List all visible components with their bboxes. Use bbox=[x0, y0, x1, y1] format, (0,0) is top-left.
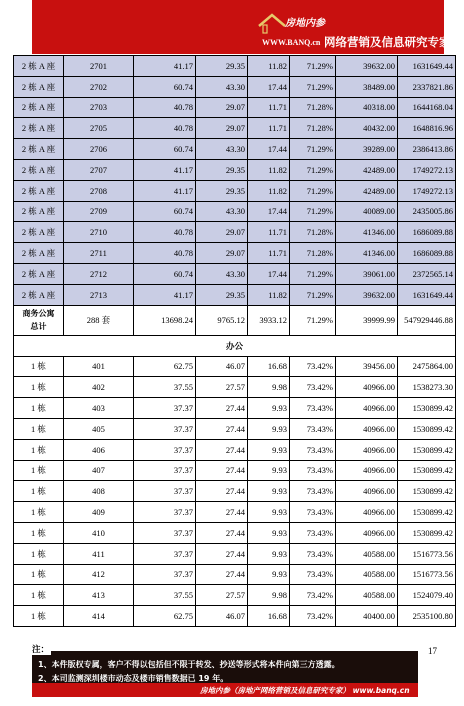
table-row bbox=[14, 118, 456, 139]
table-cell: 1530899.42 bbox=[398, 481, 456, 502]
table-cell: 37.37 bbox=[134, 522, 196, 543]
table-cell: 1 栋 bbox=[14, 439, 64, 460]
section-label: 办公 bbox=[14, 335, 456, 356]
table-cell: 1530899.42 bbox=[398, 460, 456, 481]
table-cell: 40318.00 bbox=[336, 97, 398, 118]
table-cell: 71.29% bbox=[290, 159, 336, 180]
table-cell: 71.29% bbox=[290, 201, 336, 222]
total-cell: 13698.24 bbox=[134, 305, 196, 335]
table-cell: 41.17 bbox=[134, 180, 196, 201]
table-cell: 40966.00 bbox=[336, 502, 398, 523]
table-cell: 2337821.86 bbox=[398, 76, 456, 97]
table-cell: 412 bbox=[64, 564, 134, 585]
table-cell: 9.93 bbox=[248, 502, 290, 523]
table-cell: 407 bbox=[64, 460, 134, 481]
table-cell: 40966.00 bbox=[336, 439, 398, 460]
table-row bbox=[14, 356, 456, 377]
table-cell: 43.30 bbox=[196, 139, 248, 160]
table-cell: 9.93 bbox=[248, 398, 290, 419]
table-cell: 71.29% bbox=[290, 139, 336, 160]
table-cell: 9.98 bbox=[248, 585, 290, 606]
table-cell: 27.44 bbox=[196, 418, 248, 439]
table-cell: 406 bbox=[64, 439, 134, 460]
table-cell: 1 栋 bbox=[14, 585, 64, 606]
table-cell: 40588.00 bbox=[336, 543, 398, 564]
total-cell: 71.29% bbox=[290, 305, 336, 335]
table-cell: 9.93 bbox=[248, 418, 290, 439]
table-cell: 1 栋 bbox=[14, 356, 64, 377]
table-cell: 37.55 bbox=[134, 377, 196, 398]
table-cell: 2703 bbox=[64, 97, 134, 118]
table-cell: 1686089.88 bbox=[398, 222, 456, 243]
note-line-2: 2、本司监测深圳楼市动态及楼市销售数据已 19 年。 bbox=[38, 674, 229, 683]
table-cell: 73.42% bbox=[290, 606, 336, 627]
table-cell: 37.37 bbox=[134, 439, 196, 460]
table-cell: 1 栋 bbox=[14, 460, 64, 481]
table-row bbox=[14, 180, 456, 201]
table-cell: 40966.00 bbox=[336, 398, 398, 419]
table-cell: 71.28% bbox=[290, 243, 336, 264]
table-row bbox=[14, 139, 456, 160]
table-cell: 1686089.88 bbox=[398, 243, 456, 264]
table-cell: 2708 bbox=[64, 180, 134, 201]
table-row bbox=[14, 564, 456, 585]
table-row bbox=[14, 377, 456, 398]
table-cell: 40966.00 bbox=[336, 377, 398, 398]
table-cell: 27.57 bbox=[196, 585, 248, 606]
table-cell: 39456.00 bbox=[336, 356, 398, 377]
table-cell: 42489.00 bbox=[336, 180, 398, 201]
table-cell: 40588.00 bbox=[336, 564, 398, 585]
table-cell: 40966.00 bbox=[336, 460, 398, 481]
table-cell: 41.17 bbox=[134, 56, 196, 77]
table-cell: 1648816.96 bbox=[398, 118, 456, 139]
table-cell: 16.68 bbox=[248, 606, 290, 627]
table-row bbox=[14, 97, 456, 118]
table-row bbox=[14, 201, 456, 222]
table-cell: 1 栋 bbox=[14, 543, 64, 564]
table-cell: 2386413.86 bbox=[398, 139, 456, 160]
table-cell: 2 栋 A 座 bbox=[14, 159, 64, 180]
section-row bbox=[14, 335, 456, 356]
table-cell: 40089.00 bbox=[336, 201, 398, 222]
table-cell: 73.43% bbox=[290, 522, 336, 543]
table-cell: 2705 bbox=[64, 118, 134, 139]
table-cell: 2701 bbox=[64, 56, 134, 77]
brand-title: 网络营销及信息研究专家 bbox=[324, 35, 451, 49]
table-cell: 410 bbox=[64, 522, 134, 543]
brand-name: 房地内参 bbox=[285, 18, 325, 29]
table-cell: 1530899.42 bbox=[398, 418, 456, 439]
table-cell: 37.37 bbox=[134, 398, 196, 419]
table-row bbox=[14, 243, 456, 264]
table-row bbox=[14, 543, 456, 564]
table-cell: 1530899.42 bbox=[398, 502, 456, 523]
table-cell: 11.71 bbox=[248, 97, 290, 118]
table-cell: 71.29% bbox=[290, 56, 336, 77]
table-cell: 41.17 bbox=[134, 284, 196, 305]
table-cell: 1 栋 bbox=[14, 522, 64, 543]
table-cell: 17.44 bbox=[248, 76, 290, 97]
total-label-line2: 总计 bbox=[30, 322, 47, 332]
table-cell: 1 栋 bbox=[14, 418, 64, 439]
table-cell: 37.37 bbox=[134, 460, 196, 481]
total-cell: 547929446.88 bbox=[398, 305, 456, 335]
table-row bbox=[14, 460, 456, 481]
table-row bbox=[14, 418, 456, 439]
table-cell: 414 bbox=[64, 606, 134, 627]
table-cell: 40.78 bbox=[134, 243, 196, 264]
table-cell: 2435005.86 bbox=[398, 201, 456, 222]
table-cell: 1516773.56 bbox=[398, 543, 456, 564]
table-cell: 62.75 bbox=[134, 356, 196, 377]
table-row bbox=[14, 263, 456, 284]
table-cell: 39061.00 bbox=[336, 263, 398, 284]
house-logo-icon bbox=[257, 12, 287, 36]
table-cell: 402 bbox=[64, 377, 134, 398]
table-cell: 43.30 bbox=[196, 76, 248, 97]
table-cell: 2 栋 A 座 bbox=[14, 56, 64, 77]
table-cell: 11.82 bbox=[248, 180, 290, 201]
table-cell: 2706 bbox=[64, 139, 134, 160]
table-cell: 1644168.04 bbox=[398, 97, 456, 118]
table-cell: 60.74 bbox=[134, 139, 196, 160]
total-cell: 3933.12 bbox=[248, 305, 290, 335]
table-cell: 9.93 bbox=[248, 564, 290, 585]
table-cell: 62.75 bbox=[134, 606, 196, 627]
table-cell: 41346.00 bbox=[336, 222, 398, 243]
table-cell: 2712 bbox=[64, 263, 134, 284]
table-row bbox=[14, 159, 456, 180]
table-cell: 60.74 bbox=[134, 263, 196, 284]
table-cell: 71.29% bbox=[290, 284, 336, 305]
table-cell: 11.82 bbox=[248, 159, 290, 180]
total-cell: 9765.12 bbox=[196, 305, 248, 335]
table-cell: 73.42% bbox=[290, 356, 336, 377]
table-cell: 9.93 bbox=[248, 481, 290, 502]
table-cell: 37.37 bbox=[134, 502, 196, 523]
table-row bbox=[14, 76, 456, 97]
table-cell: 1 栋 bbox=[14, 377, 64, 398]
table-cell: 41.17 bbox=[134, 159, 196, 180]
table-cell: 73.43% bbox=[290, 460, 336, 481]
table-cell: 40432.00 bbox=[336, 118, 398, 139]
table-cell: 39289.00 bbox=[336, 139, 398, 160]
table-row bbox=[14, 222, 456, 243]
table-cell: 11.71 bbox=[248, 222, 290, 243]
table-cell: 2707 bbox=[64, 159, 134, 180]
table-cell: 29.07 bbox=[196, 97, 248, 118]
table-cell: 29.07 bbox=[196, 118, 248, 139]
table-cell: 2475864.00 bbox=[398, 356, 456, 377]
table-cell: 9.93 bbox=[248, 439, 290, 460]
table-row bbox=[14, 522, 456, 543]
table-cell: 2702 bbox=[64, 76, 134, 97]
table-cell: 2 栋 A 座 bbox=[14, 243, 64, 264]
table-cell: 27.44 bbox=[196, 543, 248, 564]
table-cell: 27.44 bbox=[196, 439, 248, 460]
table-row bbox=[14, 606, 456, 627]
apartment-rows bbox=[14, 56, 456, 306]
table-cell: 39632.00 bbox=[336, 56, 398, 77]
table-cell: 40.78 bbox=[134, 118, 196, 139]
table-cell: 17.44 bbox=[248, 139, 290, 160]
table-cell: 9.93 bbox=[248, 543, 290, 564]
table-cell: 71.28% bbox=[290, 118, 336, 139]
office-rows bbox=[14, 356, 456, 626]
table-cell: 1631649.44 bbox=[398, 284, 456, 305]
table-cell: 1516773.56 bbox=[398, 564, 456, 585]
table-cell: 71.28% bbox=[290, 222, 336, 243]
table-cell: 71.29% bbox=[290, 76, 336, 97]
table-cell: 2 栋 A 座 bbox=[14, 118, 64, 139]
footer-text: 房地内参（房地产网络营销及信息研究专家） www.banq.cn bbox=[200, 686, 410, 695]
table-cell: 46.07 bbox=[196, 356, 248, 377]
table-cell: 2711 bbox=[64, 243, 134, 264]
table-cell: 1 栋 bbox=[14, 481, 64, 502]
brand-url: WWW.BANQ.cn bbox=[262, 38, 321, 47]
table-cell: 73.43% bbox=[290, 398, 336, 419]
table-cell: 2713 bbox=[64, 284, 134, 305]
total-cell: 39999.99 bbox=[336, 305, 398, 335]
table-cell: 16.68 bbox=[248, 356, 290, 377]
table-cell: 9.98 bbox=[248, 377, 290, 398]
table-cell: 2 栋 A 座 bbox=[14, 263, 64, 284]
table-cell: 37.37 bbox=[134, 418, 196, 439]
page-number: 17 bbox=[428, 646, 437, 656]
table-cell: 73.42% bbox=[290, 585, 336, 606]
table-cell: 60.74 bbox=[134, 76, 196, 97]
table-cell: 73.43% bbox=[290, 439, 336, 460]
table-row bbox=[14, 284, 456, 305]
table-cell: 71.29% bbox=[290, 263, 336, 284]
table-cell: 29.35 bbox=[196, 180, 248, 201]
table-cell: 43.30 bbox=[196, 201, 248, 222]
table-cell: 9.93 bbox=[248, 460, 290, 481]
table-cell: 73.43% bbox=[290, 481, 336, 502]
table-cell: 1538273.30 bbox=[398, 377, 456, 398]
table-cell: 2 栋 A 座 bbox=[14, 139, 64, 160]
table-cell: 40.78 bbox=[134, 97, 196, 118]
table-cell: 401 bbox=[64, 356, 134, 377]
table-cell: 40400.00 bbox=[336, 606, 398, 627]
table-cell: 2 栋 A 座 bbox=[14, 284, 64, 305]
table-cell: 1530899.42 bbox=[398, 522, 456, 543]
table-cell: 2709 bbox=[64, 201, 134, 222]
table-cell: 71.29% bbox=[290, 180, 336, 201]
table-cell: 73.43% bbox=[290, 543, 336, 564]
table-cell: 38489.00 bbox=[336, 76, 398, 97]
table-cell: 11.71 bbox=[248, 243, 290, 264]
table-cell: 1530899.42 bbox=[398, 439, 456, 460]
table-cell: 27.57 bbox=[196, 377, 248, 398]
total-row bbox=[14, 305, 456, 335]
table-cell: 403 bbox=[64, 398, 134, 419]
table-cell: 27.44 bbox=[196, 502, 248, 523]
table-row bbox=[14, 398, 456, 419]
table-cell: 411 bbox=[64, 543, 134, 564]
table-cell: 1530899.42 bbox=[398, 398, 456, 419]
table-cell: 40966.00 bbox=[336, 522, 398, 543]
table-cell: 40966.00 bbox=[336, 481, 398, 502]
table-row bbox=[14, 585, 456, 606]
table-cell: 1 栋 bbox=[14, 564, 64, 585]
table-cell: 9.93 bbox=[248, 522, 290, 543]
table-cell: 27.44 bbox=[196, 564, 248, 585]
table-row bbox=[14, 439, 456, 460]
table-cell: 37.37 bbox=[134, 564, 196, 585]
table-cell: 71.28% bbox=[290, 97, 336, 118]
table-cell: 413 bbox=[64, 585, 134, 606]
table-cell: 17.44 bbox=[248, 201, 290, 222]
table-cell: 42489.00 bbox=[336, 159, 398, 180]
table-row bbox=[14, 56, 456, 77]
table-cell: 11.82 bbox=[248, 284, 290, 305]
table-cell: 11.71 bbox=[248, 118, 290, 139]
table-cell: 27.44 bbox=[196, 460, 248, 481]
table-cell: 39632.00 bbox=[336, 284, 398, 305]
table-cell: 73.43% bbox=[290, 418, 336, 439]
table-cell: 11.82 bbox=[248, 56, 290, 77]
table-cell: 37.37 bbox=[134, 481, 196, 502]
table-cell: 29.35 bbox=[196, 159, 248, 180]
table-cell: 1 栋 bbox=[14, 398, 64, 419]
table-cell: 2 栋 A 座 bbox=[14, 201, 64, 222]
table-cell: 2 栋 A 座 bbox=[14, 97, 64, 118]
table-cell: 41346.00 bbox=[336, 243, 398, 264]
table-cell: 27.44 bbox=[196, 481, 248, 502]
table-cell: 2 栋 A 座 bbox=[14, 222, 64, 243]
table-cell: 73.43% bbox=[290, 502, 336, 523]
sales-table bbox=[13, 55, 456, 627]
table-cell: 1631649.44 bbox=[398, 56, 456, 77]
table-cell: 2 栋 A 座 bbox=[14, 76, 64, 97]
table-cell: 2 栋 A 座 bbox=[14, 180, 64, 201]
table-cell: 2710 bbox=[64, 222, 134, 243]
table-cell: 1524079.40 bbox=[398, 585, 456, 606]
table-cell: 405 bbox=[64, 418, 134, 439]
total-label bbox=[14, 305, 64, 335]
note-line-1: 1、本件版权专属，客户不得以包括但不限于转发、抄送等形式将本件向第三方透露。 bbox=[38, 660, 340, 669]
table-cell: 2535100.80 bbox=[398, 606, 456, 627]
table-cell: 2372565.14 bbox=[398, 263, 456, 284]
table-cell: 29.35 bbox=[196, 284, 248, 305]
table-cell: 73.42% bbox=[290, 377, 336, 398]
table-row bbox=[14, 502, 456, 523]
table-cell: 1 栋 bbox=[14, 606, 64, 627]
table-cell: 40.78 bbox=[134, 222, 196, 243]
table-cell: 1749272.13 bbox=[398, 180, 456, 201]
table-cell: 40966.00 bbox=[336, 418, 398, 439]
table-cell: 27.44 bbox=[196, 522, 248, 543]
table-cell: 73.43% bbox=[290, 564, 336, 585]
total-units: 288 套 bbox=[64, 305, 134, 335]
table-cell: 27.44 bbox=[196, 398, 248, 419]
table-cell: 60.74 bbox=[134, 201, 196, 222]
table-cell: 408 bbox=[64, 481, 134, 502]
table-cell: 40588.00 bbox=[336, 585, 398, 606]
notes-title: 注： bbox=[32, 645, 50, 655]
table-cell: 46.07 bbox=[196, 606, 248, 627]
table-cell: 37.55 bbox=[134, 585, 196, 606]
table-cell: 1749272.13 bbox=[398, 159, 456, 180]
table-cell: 29.35 bbox=[196, 56, 248, 77]
table-row bbox=[14, 481, 456, 502]
table-cell: 17.44 bbox=[248, 263, 290, 284]
table-cell: 409 bbox=[64, 502, 134, 523]
total-label-line1: 商务公寓 bbox=[22, 309, 55, 319]
table-cell: 43.30 bbox=[196, 263, 248, 284]
table-cell: 29.07 bbox=[196, 222, 248, 243]
table-cell: 1 栋 bbox=[14, 502, 64, 523]
table-cell: 37.37 bbox=[134, 543, 196, 564]
table-cell: 29.07 bbox=[196, 243, 248, 264]
